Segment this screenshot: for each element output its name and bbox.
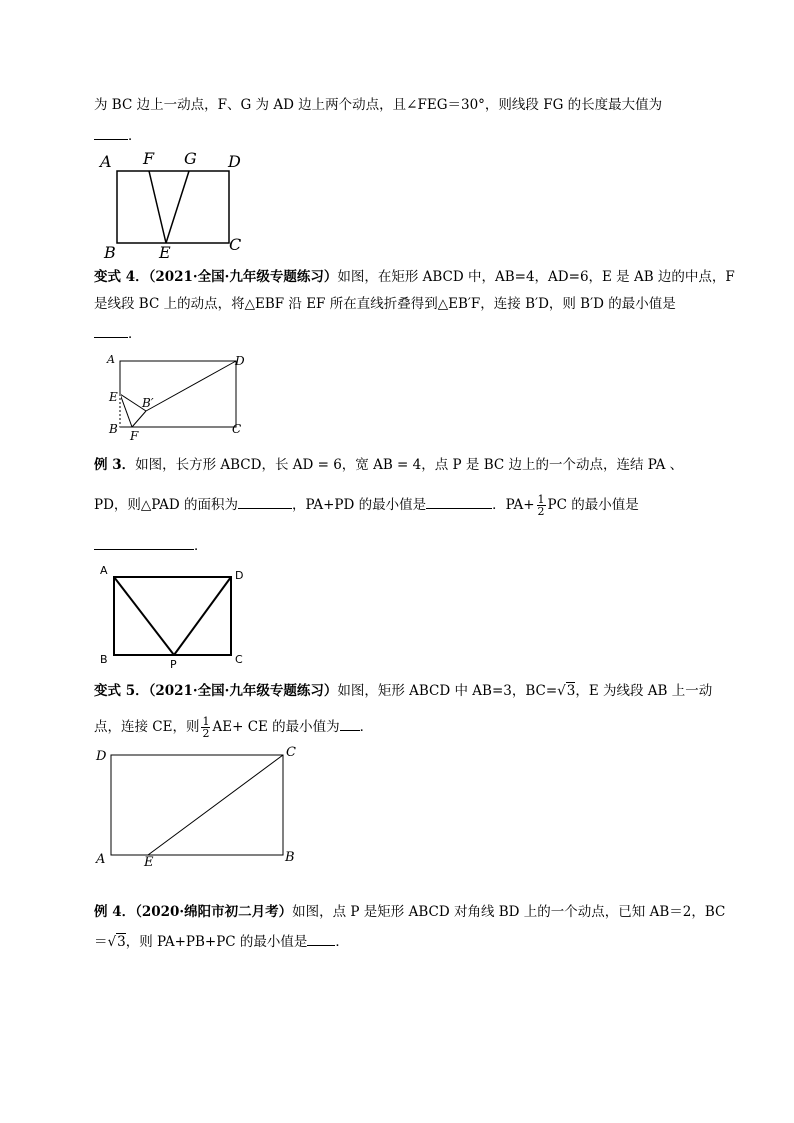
label-c: C	[235, 653, 243, 666]
label-d: D	[96, 749, 107, 764]
label-e: E	[159, 243, 171, 262]
answer-blank[interactable]	[94, 323, 128, 338]
label-b: B	[100, 653, 108, 666]
label-c: C	[232, 422, 242, 436]
sqrt-value: 3	[117, 934, 126, 950]
label-c: C	[286, 745, 296, 760]
label-a: A	[100, 152, 112, 171]
variant4-answer-line: ．	[94, 323, 142, 344]
label-d: D	[228, 152, 241, 171]
label-d: D	[235, 569, 244, 582]
answer-blank[interactable]	[307, 931, 335, 946]
variant4-line1: 变式 4．（2021·全国·九年级专题练习）如图，在矩形 ABCD 中，AB=4，AD=6，E 是 AB 边的中点，F	[94, 269, 735, 285]
example3-answer-line: ．	[94, 535, 208, 556]
label-e: E	[109, 390, 118, 404]
label-b: B	[285, 850, 295, 865]
label-p: P	[170, 658, 177, 671]
example3-line1: 例 3．如图，长方形 ABCD，长 AD = 6，宽 AB = 4，点 P 是 BC 边上的一个动点，连结 PA 、	[94, 457, 684, 473]
figure-fold-triangle	[104, 350, 254, 446]
problem-text-line	[94, 95, 662, 115]
sqrt-value: 3	[566, 683, 576, 699]
figure-rectangle-pad	[96, 562, 256, 672]
figure-rectangle-feg	[96, 146, 256, 262]
example4-line2: ＝√3，则 PA+PB+PC 的最小值是 ．	[94, 931, 349, 952]
label-e: E	[144, 855, 154, 868]
answer-line: ．	[94, 125, 142, 146]
example3-line2: PD，则△PAD 的面积为 ，PA+PD 的最小值是 ．PA+ $\frac{1}{2}$ PC 的最小值是	[94, 493, 639, 518]
label-g: G	[184, 149, 197, 168]
variant5-line2: 点，连接 CE，则 $\frac{1}{2}$ AE+ CE 的最小值为 ．	[94, 715, 374, 740]
example4-label: 例 4．（2020·绵阳市初二月考）	[94, 904, 293, 920]
answer-blank-area[interactable]	[238, 494, 292, 509]
label-d: D	[235, 354, 245, 368]
label-a: A	[107, 353, 115, 366]
label-c: C	[229, 235, 242, 254]
figure-rectangle-ce	[92, 742, 302, 868]
label-f: F	[143, 149, 155, 168]
label-b: B	[104, 243, 116, 262]
answer-blank-sum[interactable]	[426, 494, 492, 509]
fraction-one-half: $\frac{1}{2}$	[202, 715, 210, 740]
label-a: A	[96, 852, 106, 867]
problem-text: 为 BC 边上一动点，F、G 为 AD 边上两个动点，且∠FEG＝30°，则线段 FG 的长度最大值为	[94, 97, 663, 113]
label-b-prime: B′	[142, 396, 154, 410]
label-f: F	[130, 429, 139, 443]
variant5-label: 变式 5．（2021·全国·九年级专题练习）	[94, 683, 338, 699]
variant4-line2: 是线段 BC 上的动点，将△EBF 沿 EF 所在直线折叠得到△EB′F，连接 B′D，则 B′D 的最小值是	[94, 296, 676, 312]
label-b: B	[109, 422, 118, 436]
fraction-one-half: $\frac{1}{2}$	[537, 493, 545, 518]
example4-line1: 例 4．（2020·绵阳市初二月考）如图，点 P 是矩形 ABCD 对角线 BD 上的一个动点，已知 AB＝2，BC	[94, 904, 726, 920]
variant4-label: 变式 4．（2021·全国·九年级专题练习）	[94, 269, 338, 285]
answer-blank-weighted[interactable]	[94, 535, 194, 550]
example3-label: 例 3．	[94, 457, 136, 473]
answer-blank[interactable]	[94, 125, 128, 140]
label-a: A	[100, 564, 108, 577]
variant5-line1: 变式 5．（2021·全国·九年级专题练习）如图，矩形 ABCD 中 AB=3，BC=√3，E 为线段 AB 上一动	[94, 683, 713, 699]
answer-blank[interactable]	[340, 716, 360, 731]
